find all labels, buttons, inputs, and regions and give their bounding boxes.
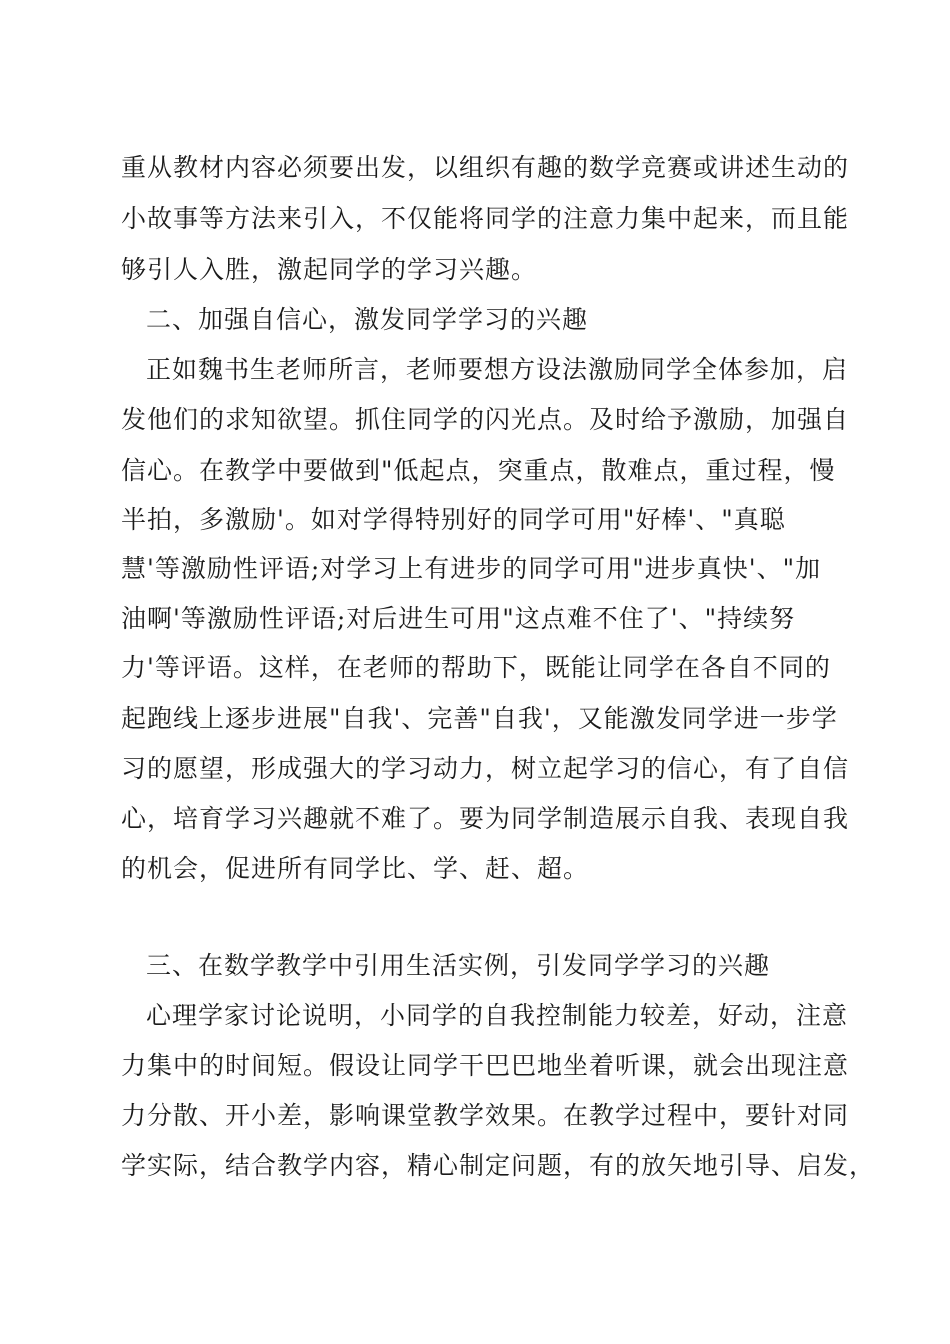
paragraph-line: 小故事等方法来引入，不仅能将同学的注意力集中起来，而且能	[121, 204, 850, 233]
paragraph-line: 力分散、开小差，影响课堂教学效果。在教学过程中，要针对同	[121, 1101, 850, 1130]
paragraph-line: 的机会，促进所有同学比、学、赶、超。	[121, 854, 590, 883]
paragraph-line: 半拍，多激励'。如对学得特别好的同学可用"好棒'、"真聪	[121, 505, 786, 534]
paragraph-line: 起跑线上逐步进展"自我'、完善"自我'，又能激发同学进一步学	[121, 704, 838, 733]
paragraph-line: 力'等评语。这样，在老师的帮助下，既能让同学在各自不同的	[121, 653, 831, 682]
paragraph-line: 心，培育学习兴趣就不难了。要为同学制造展示自我、表现自我	[121, 804, 850, 833]
paragraph-line: 够引人入胜，激起同学的学习兴趣。	[121, 255, 538, 284]
paragraph-line: 发他们的求知欲望。抓住同学的闪光点。及时给予激励，加强自	[121, 405, 850, 434]
paragraph-line: 学实际，结合教学内容，精心制定问题，有的放矢地引导、启发，	[121, 1151, 876, 1180]
section-heading: 二、加强自信心，激发同学学习的兴趣	[146, 305, 589, 334]
paragraph-line: 信心。在教学中要做到"低起点，突重点，散难点，重过程，慢	[121, 456, 836, 485]
section-heading: 三、在数学教学中引用生活实例，引发同学学习的兴趣	[146, 951, 771, 980]
paragraph-line: 油啊'等激励性评语;对后进生可用"这点难不住了'、"持续努	[121, 604, 796, 633]
paragraph-line: 重从教材内容必须要出发，以组织有趣的数学竞赛或讲述生动的	[121, 153, 850, 182]
paragraph-line: 力集中的时间短。假设让同学干巴巴地坐着听课，就会出现注意	[121, 1051, 850, 1080]
paragraph-line: 心理学家讨论说明，小同学的自我控制能力较差，好动，注意	[146, 1001, 849, 1030]
paragraph-line: 正如魏书生老师所言，老师要想方设法激励同学全体参加，启	[146, 355, 849, 384]
paragraph-line: 习的愿望，形成强大的学习动力，树立起学习的信心，有了自信	[121, 754, 850, 783]
paragraph-line: 慧'等激励性评语;对学习上有进步的同学可用"进步真快'、"加	[121, 554, 822, 583]
